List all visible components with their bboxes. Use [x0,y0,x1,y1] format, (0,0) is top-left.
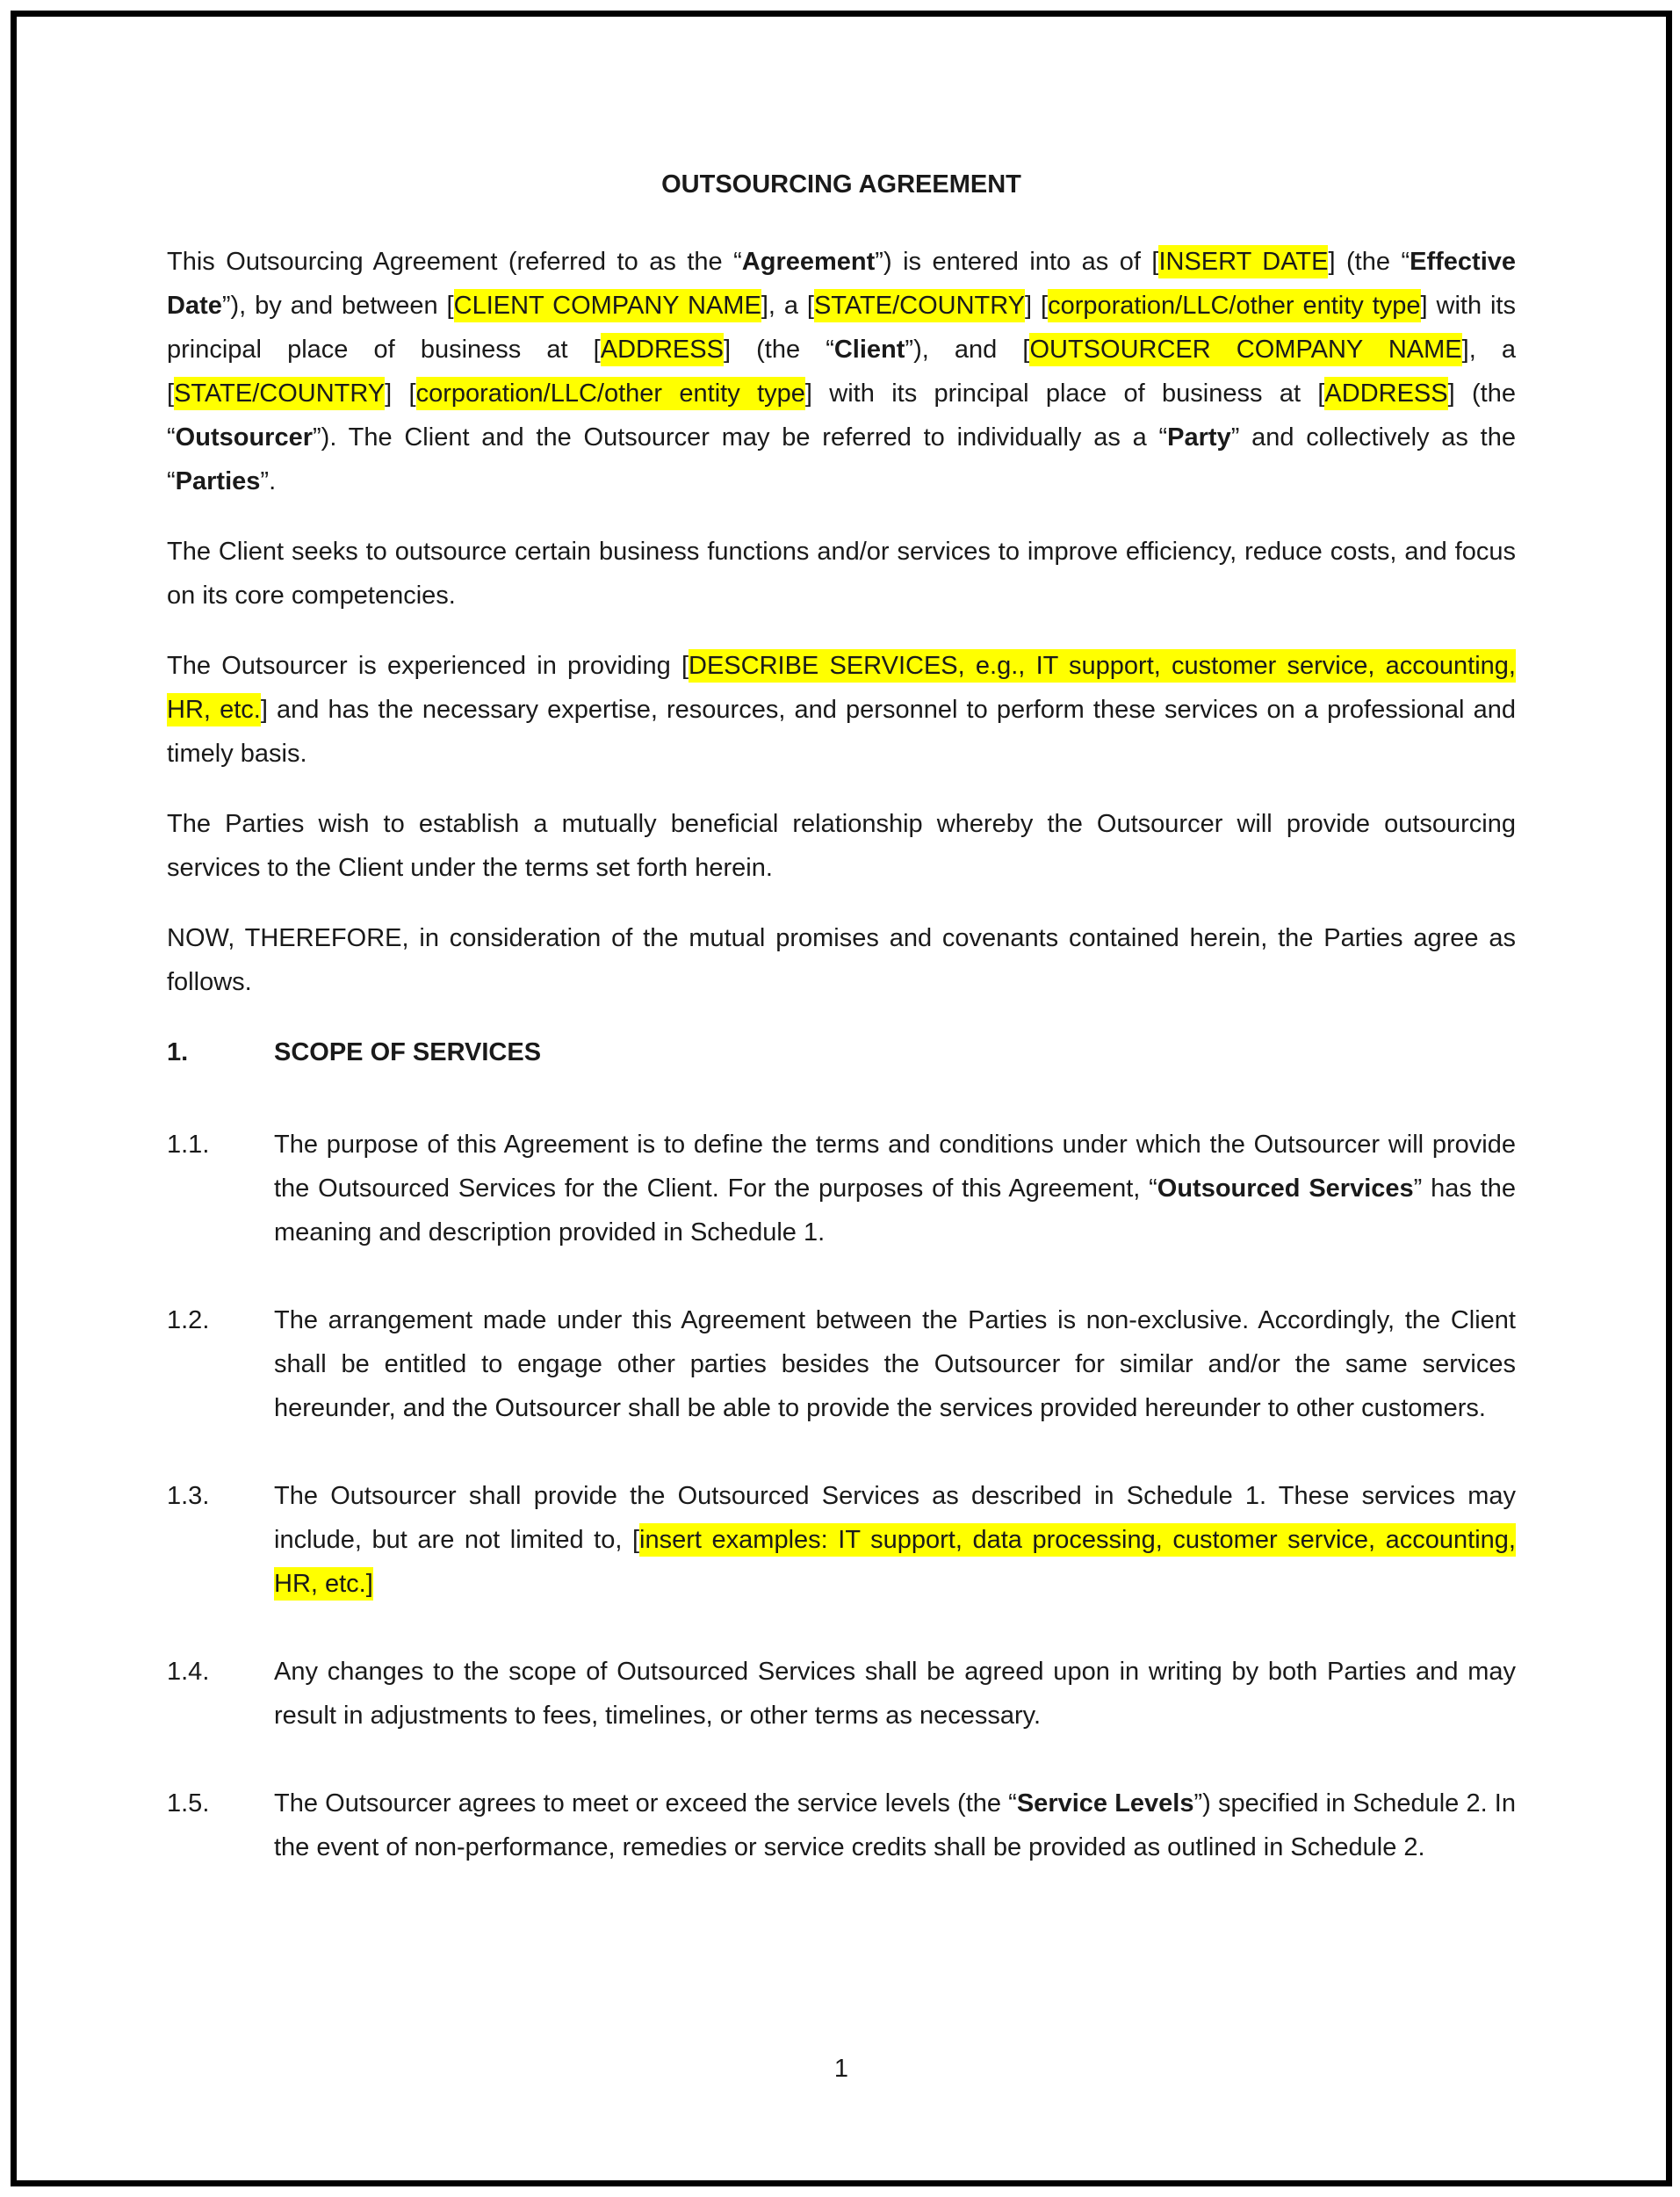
section-title: SCOPE OF SERVICES [274,1038,542,1066]
recital-client-paragraph: The Client seeks to outsource certain business functions and/or services to improve efficiency, reduce costs, and focus on its core competencies. [167,538,1516,610]
document-title: OUTSOURCING AGREEMENT [661,170,1021,199]
clause-1-4 [167,1650,1516,1738]
now-therefore-paragraph: NOW, THEREFORE, in consideration of the mutual promises and covenants contained herein, the Parties agree as follows. [167,924,1516,996]
section-number: 1. [167,1038,189,1066]
recital-parties-paragraph: The Parties wish to establish a mutually beneficial relationship whereby the Outsourcer will provide outsourcing services to the Client under the terms set forth herein. [167,810,1516,882]
document-content [167,163,1516,1913]
clause-1-3 [167,1474,1516,1606]
clause-1-2 [167,1298,1516,1430]
clause-number: 1.3. [167,1482,210,1510]
clause-number: 1.2. [167,1306,210,1334]
clause-text: The Outsourcer shall provide the Outsourced Services as described in Schedule 1. These services may include, but are not limited to, [insert examples: IT support, data processing, customer service, accounting, HR, etc.] [274,1474,1516,1606]
clause-number: 1.5. [167,1789,210,1818]
clause-1-5 [167,1781,1516,1869]
clause-text: The arrangement made under this Agreement between the Parties is non-exclusive. Accordingly, the Client shall be entitled to engage other parties besides the Outsourcer for similar and/or the same services hereunder, and the Outsourcer shall be able to provide the services provided hereunder to other customers. [274,1306,1516,1422]
intro-paragraph: This Outsourcing Agreement (referred to as the “Agreement”) is entered into as of [INSERT DATE] (the “Effective Date”), by and between [CLIENT COMPANY NAME], a [STATE/COUNTRY] [corporation/LLC/other entity type] with its principal place of business at [ADDRESS] (the “Client”), and [OUTSOURCER COMPANY NAME], a [STATE/COUNTRY] [corporation/LLC/other entity type] with its principal place of business at [ADDRESS] (the “Outsourcer”). The Client and the Outsourcer may be referred to individually as a “Party” and collectively as the “Parties”. [167,240,1516,503]
clause-text: The Outsourcer agrees to meet or exceed the service levels (the “Service Levels”) specified in Schedule 2. In the event of non-performance, remedies or service credits shall be provided as outlined in Schedule 2. [274,1789,1516,1861]
recital-outsourcer-paragraph: The Outsourcer is experienced in providing [DESCRIBE SERVICES, e.g., IT support, customer service, accounting, HR, etc.] and has the necessary expertise, resources, and personnel to perform these services on a professional and timely basis. [167,644,1516,776]
clause-number: 1.1. [167,1131,210,1159]
clause-text: The purpose of this Agreement is to define the terms and conditions under which the Outsourcer will provide the Outsourced Services for the Client. For the purposes of this Agreement, “Outsourced Services” has the meaning and description provided in Schedule 1. [274,1131,1516,1247]
page-number: 1 [833,2055,849,2083]
clause-text: Any changes to the scope of Outsourced Services shall be agreed upon in writing by both Parties and may result in adjustments to fees, timelines, or other terms as necessary. [274,1658,1516,1730]
section-heading-scope-of-services [167,1030,1516,1074]
clause-1-1 [167,1123,1516,1254]
clause-number: 1.4. [167,1658,210,1686]
